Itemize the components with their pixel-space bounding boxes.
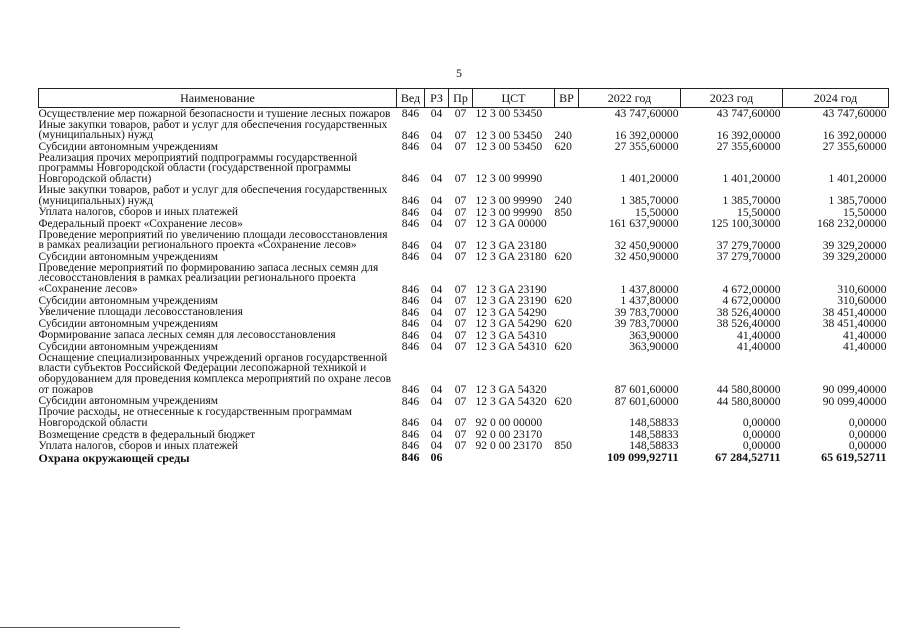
header-rz: РЗ [425,89,449,108]
cell-ved: 846 [401,328,420,342]
cell-name: Оснащение специализированных учреждений органов государственной власти субъектов Российской Федерации лесопожарной техникой и оборудованием для проведения комплекса мероприятий по охране лесов от пожаров [38,351,391,396]
table-row [39,120,889,142]
cell-cst: 92 0 00 23170 [475,439,543,453]
cell-ved: 846 [401,439,420,453]
cell-2022: 148,58833 [629,427,679,441]
cell-2023: 16 392,00000 [716,128,781,142]
cell-cst: 12 3 GA 23190 [475,294,547,308]
cell-2024: 27 355,60000 [822,140,887,154]
cell-rz: 06 [430,449,443,464]
cell-name: Иные закупки товаров, работ и услуг для обеспечения государственных (муниципальных) нужд [38,118,388,142]
cell-2023: 0,00000 [742,416,781,430]
cell-pr: 07 [454,317,467,331]
cell-2022: 1 437,80000 [620,282,679,296]
cell-vr [555,108,579,120]
cell-name: Федеральный проект «Сохранение лесов» [38,217,243,230]
cell-cst: 12 3 00 53450 [475,140,543,154]
table-row-total [39,452,889,464]
cell-cst: 12 3 GA 54290 [475,317,547,331]
cell-2024: 41,40000 [843,340,887,354]
cell-2022: 161 637,90000 [608,217,679,231]
cell-2022: 1 385,70000 [620,194,679,208]
cell-pr: 07 [454,250,467,264]
cell-name: Охрана окружающей среды [38,450,190,465]
cell-rz: 04 [430,140,443,154]
header-ved: Вед [397,89,425,108]
cell-vr: 850 [554,439,572,453]
cell-2024: 15,50000 [843,205,887,219]
cell-vr [555,153,579,185]
cell-ved: 846 [401,305,420,319]
cell-name: Осуществление мер пожарной безопасности и тушение лесных пожаров [38,107,391,120]
table-header [39,89,889,108]
cell-2024: 310,60000 [837,282,887,296]
cell-rz: 04 [430,194,443,208]
cell-2024: 16 392,00000 [822,128,887,142]
cell-pr: 07 [454,128,467,142]
cell-2022: 32 450,90000 [614,250,679,264]
budget-table [38,88,889,463]
cell-name: Иные закупки товаров, работ и услуг для обеспечения государственных (муниципальных) нужд [38,183,388,207]
table-row [39,353,889,396]
cell-ved: 846 [401,217,420,231]
cell-vr [555,230,579,252]
cell-vr [555,218,579,230]
cell-2022: 1 401,20000 [620,172,679,186]
cell-2023: 41,40000 [737,328,781,342]
cell-ved: 846 [401,128,420,142]
cell-pr: 07 [454,305,467,319]
table-row [39,341,889,353]
cell-ved: 846 [401,416,420,430]
cell-vr [555,263,579,295]
cell-vr: 240 [554,194,572,208]
cell-rz: 04 [430,217,443,231]
cell-2022: 148,58833 [629,416,679,430]
cell-2023: 0,00000 [742,439,781,453]
cell-ved: 846 [401,294,420,308]
cell-2024: 43 747,60000 [822,107,887,120]
cell-rz: 04 [430,107,443,120]
cell-rz: 04 [430,416,443,430]
cell-cst: 12 3 GA 23190 [475,282,547,296]
cell-2022: 39 783,70000 [614,305,679,319]
cell-name: Увеличение площади лесовосстановления [38,306,243,319]
cell-ved: 846 [401,317,420,331]
cell-cst: 12 3 00 99990 [475,194,543,208]
cell-2022: 109 099,92711 [607,449,679,464]
cell-pr: 07 [454,140,467,154]
header-2022: 2022 год [579,89,681,108]
cell-2024: 168 232,00000 [816,217,887,231]
cell-cst: 12 3 GA 54310 [475,328,547,342]
footer-divider [0,627,180,628]
cell-2024: 0,00000 [848,416,887,430]
cell-ved: 846 [401,427,420,441]
cell-2024: 38 451,40000 [822,317,887,331]
cell-2024: 39 329,20000 [822,250,887,264]
cell-rz: 04 [430,282,443,296]
cell-cst: 12 3 GA 23180 [475,238,547,252]
cell-2024: 1 385,70000 [828,194,887,208]
cell-cst: 12 3 00 99990 [475,205,543,219]
cell-2024: 41,40000 [843,328,887,342]
cell-pr: 07 [454,383,467,397]
cell-pr: 07 [454,294,467,308]
table-row [39,407,889,429]
cell-2022: 27 355,60000 [614,140,679,154]
cell-rz: 04 [430,172,443,186]
cell-rz: 04 [430,250,443,264]
cell-2023: 1 385,70000 [722,194,781,208]
cell-2023: 38 526,40000 [716,305,781,319]
cell-2023: 44 580,80000 [716,383,781,397]
cell-cst: 12 3 GA 54290 [475,305,547,319]
cell-vr: 850 [554,205,572,219]
cell-name: Субсидии автономным учреждениям [38,317,218,330]
cell-name: Прочие расходы, не отнесенные к государственным программам Новгородской области [38,406,352,430]
table-row [39,263,889,295]
cell-2023: 44 580,80000 [716,394,781,408]
cell-cst: 92 0 00 00000 [475,416,543,430]
cell-pr: 07 [454,238,467,252]
table-row [39,185,889,207]
cell-2023: 0,00000 [742,427,781,441]
cell-pr: 07 [454,439,467,453]
cell-ved: 846 [401,250,420,264]
cell-name: Реализация прочих мероприятий подпрограммы государственной программы Новгородской области (государственной программы Новгородской области) [38,151,358,186]
cell-pr: 07 [454,282,467,296]
cell-vr: 620 [554,394,572,408]
cell-rz: 04 [430,427,443,441]
cell-ved: 846 [401,383,420,397]
budget-table-container [38,88,888,463]
table-row [39,230,889,252]
cell-rz: 04 [430,340,443,354]
cell-cst: 12 3 00 53450 [475,128,543,142]
cell-name: Формирование запаса лесных семян для лесовосстановления [38,329,336,342]
cell-2024: 39 329,20000 [822,238,887,252]
cell-2024: 0,00000 [848,427,887,441]
cell-pr: 07 [454,172,467,186]
cell-pr: 07 [454,328,467,342]
cell-rz: 04 [430,328,443,342]
cell-2022: 363,90000 [629,340,679,354]
cell-name: Субсидии автономным учреждениям [38,140,218,153]
cell-ved: 846 [401,238,420,252]
cell-vr: 620 [554,140,572,154]
cell-name: Субсидии автономным учреждениям [38,250,218,263]
table-row [39,318,889,330]
cell-2023: 37 279,70000 [716,250,781,264]
cell-cst: 12 3 GA 54320 [475,394,547,408]
cell-pr: 07 [454,416,467,430]
cell-vr [555,407,579,429]
cell-vr [555,353,579,396]
cell-cst: 12 3 00 99990 [475,172,543,186]
cell-rz: 04 [430,317,443,331]
cell-cst: 12 3 GA 00000 [475,217,547,231]
cell-name: Возмещение средств в федеральный бюджет [38,428,256,441]
cell-name: Субсидии автономным учреждениям [38,294,218,307]
cell-2022: 32 450,90000 [614,238,679,252]
cell-2023: 43 747,60000 [716,107,781,120]
table-row [39,108,889,120]
cell-2024: 1 401,20000 [828,172,887,186]
cell-2023: 1 401,20000 [722,172,781,186]
table-body [39,108,889,464]
cell-2023: 4 672,00000 [722,282,781,296]
cell-ved: 846 [401,282,420,296]
cell-ved: 846 [401,194,420,208]
cell-2022: 16 392,00000 [614,128,679,142]
cell-2022: 1 437,80000 [620,294,679,308]
cell-vr: 620 [554,294,572,308]
cell-cst [473,452,555,464]
table-row [39,295,889,307]
header-2023: 2023 год [681,89,783,108]
cell-pr: 07 [454,340,467,354]
cell-rz: 04 [430,238,443,252]
cell-cst: 12 3 GA 54310 [475,340,547,354]
cell-ved: 846 [401,394,420,408]
header-cst: ЦСТ [473,89,555,108]
cell-ved: 846 [401,140,420,154]
cell-2023: 41,40000 [737,340,781,354]
cell-vr: 620 [554,250,572,264]
cell-pr: 07 [454,427,467,441]
cell-vr: 620 [554,317,572,331]
cell-2022: 15,50000 [635,205,679,219]
cell-name: Уплата налогов, сборов и иных платежей [38,206,238,219]
cell-name: Проведение мероприятий по формированию запаса лесных семян для лесовосстановления в рамках реализации регионального проекта «Сохранение лесов» [38,261,379,296]
cell-2023: 27 355,60000 [716,140,781,154]
cell-pr [449,452,473,464]
cell-pr: 07 [454,194,467,208]
cell-2024: 90 099,40000 [822,394,887,408]
cell-vr [555,452,579,464]
cell-ved: 846 [401,172,420,186]
table-row [39,141,889,153]
cell-name: Субсидии автономным учреждениям [38,395,218,408]
cell-rz: 04 [430,128,443,142]
cell-vr: 620 [554,340,572,354]
cell-2023: 37 279,70000 [716,238,781,252]
cell-2023: 4 672,00000 [722,294,781,308]
table-row [39,251,889,263]
header-vr: ВР [555,89,579,108]
cell-rz: 04 [430,205,443,219]
cell-2024: 90 099,40000 [822,383,887,397]
cell-cst: 92 0 00 23170 [475,427,543,441]
cell-cst: 12 3 00 53450 [475,107,543,120]
cell-rz: 04 [430,439,443,453]
cell-2022: 148,58833 [629,439,679,453]
cell-ved: 846 [401,449,420,464]
cell-2022: 39 783,70000 [614,317,679,331]
header-2024: 2024 год [783,89,889,108]
cell-pr: 07 [454,217,467,231]
cell-2022: 87 601,60000 [614,383,679,397]
cell-rz: 04 [430,294,443,308]
cell-2023: 38 526,40000 [716,317,781,331]
cell-2022: 43 747,60000 [614,107,679,120]
cell-2023: 67 284,52711 [715,449,781,464]
header-pr: Пр [449,89,473,108]
cell-name: Проведение мероприятий по увеличению площади лесовосстановления в рамках реализации регионального проекта «Сохранение лесов» [38,228,388,252]
cell-pr: 07 [454,205,467,219]
cell-name: Субсидии автономным учреждениям [38,340,218,353]
cell-2024: 38 451,40000 [822,305,887,319]
cell-2023: 125 100,30000 [710,217,781,231]
cell-2024: 310,60000 [837,294,887,308]
table-row [39,218,889,230]
cell-2022: 87 601,60000 [614,394,679,408]
cell-name: Уплата налогов, сборов и иных платежей [38,440,238,453]
cell-cst: 12 3 GA 54320 [475,383,547,397]
cell-rz: 04 [430,383,443,397]
cell-2024: 65 619,52711 [821,449,887,464]
cell-cst: 12 3 GA 23180 [475,250,547,264]
cell-pr: 07 [454,394,467,408]
cell-rz: 04 [430,305,443,319]
page-number: 5 [456,66,462,80]
cell-vr: 240 [554,128,572,142]
header-name: Наименование [39,89,397,108]
cell-ved: 846 [401,205,420,219]
cell-rz: 04 [430,394,443,408]
cell-ved: 846 [401,107,420,120]
cell-ved: 846 [401,340,420,354]
cell-2023: 15,50000 [737,205,781,219]
table-row [39,153,889,185]
cell-2024: 0,00000 [848,439,887,453]
cell-2022: 363,90000 [629,328,679,342]
cell-pr: 07 [454,107,467,120]
